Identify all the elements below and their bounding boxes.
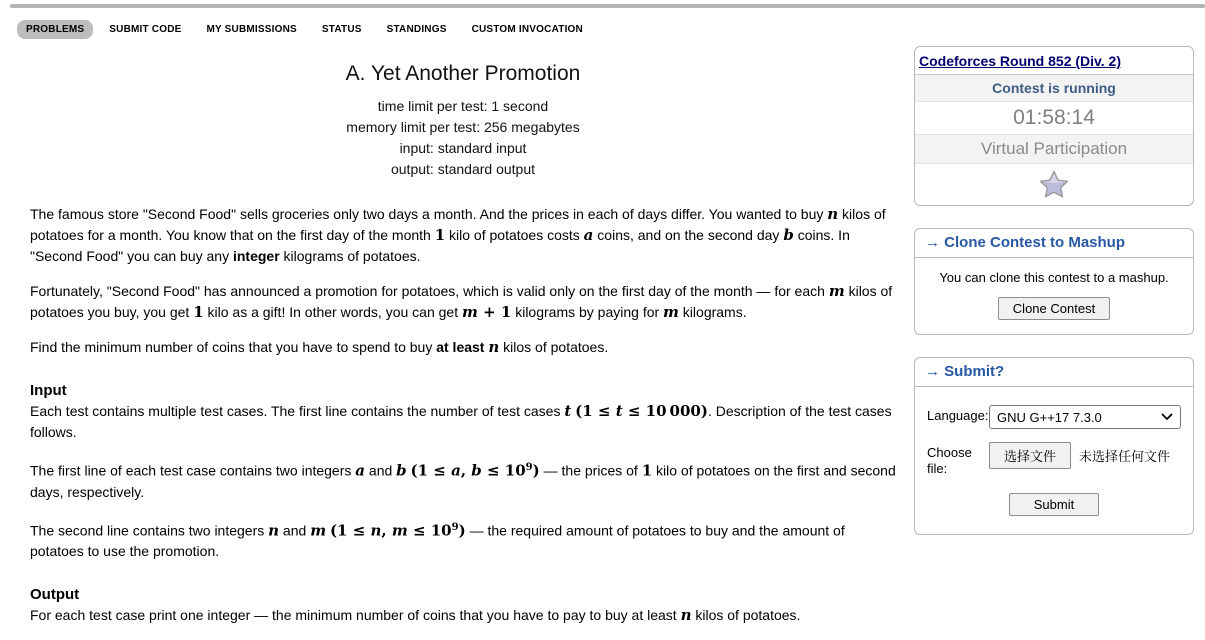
tab-custom-invocation[interactable]: CUSTOM INVOCATION	[471, 24, 583, 35]
problem-header	[30, 62, 896, 180]
contest-info-box	[914, 46, 1194, 206]
top-divider	[10, 4, 1205, 8]
submit-box-body	[915, 387, 1193, 534]
language-row	[927, 405, 1181, 429]
tab-status[interactable]: STATUS	[321, 24, 362, 35]
memory-limit: memory limit per test: 256 megabytes	[346, 119, 580, 135]
submit-box-caption: → Submit?	[915, 358, 1193, 387]
submit-box	[914, 357, 1194, 535]
clone-contest-box	[914, 228, 1194, 335]
clone-box-caption: → Clone Contest to Mashup	[915, 229, 1193, 258]
input-section-heading: Input	[30, 382, 67, 399]
language-select[interactable]	[989, 405, 1181, 429]
contest-status: Contest is running	[915, 75, 1193, 102]
time-limit: time limit per test: 1 second	[377, 98, 549, 114]
choose-file-button[interactable]: 选择文件	[989, 442, 1071, 469]
problem-title: A. Yet Another Promotion	[345, 62, 581, 85]
contest-tab-bar	[17, 20, 599, 39]
output-spec: output: standard output	[390, 161, 535, 177]
input-paragraph: Each test contains multiple test cases. The first line contains the number of test cases t (1 ≤ t ≤ 10 000). Description of the test cases follows.	[30, 402, 892, 440]
tab-standings[interactable]: STANDINGS	[386, 24, 447, 35]
language-selected-value: GNU G++17 7.3.0	[997, 409, 1102, 425]
language-label: Language:	[927, 408, 989, 423]
clone-contest-button[interactable]: Clone Contest	[998, 297, 1110, 320]
statement-paragraph: The famous store "Second Food" sells groceries only two days a month. And the prices in each of days differ. You wanted to buy n kilos of potatoes for a month. You know that on the first day of the month 1 kilo of potatoes costs a coins, and on the second day b coins. In "Second Food" you can buy any integer kilograms of potatoes.	[30, 205, 886, 264]
chevron-down-icon	[1161, 413, 1173, 421]
file-status-text: 未选择任何文件	[1079, 449, 1171, 464]
file-input	[989, 442, 1170, 469]
virtual-participation-label: Virtual Participation	[915, 135, 1193, 164]
tab-my-submissions[interactable]: MY SUBMISSIONS	[206, 24, 297, 35]
statement-body	[30, 204, 896, 626]
tab-submit-code[interactable]: SUBMIT CODE	[109, 24, 182, 35]
submit-row	[927, 493, 1181, 516]
choose-file-row	[927, 442, 1181, 477]
clone-box-body	[915, 258, 1193, 334]
tab-problems[interactable]: PROBLEMS	[17, 20, 93, 39]
statement-paragraph: Find the minimum number of coins that you have to spend to buy at least n kilos of potatoes.	[30, 338, 609, 356]
favorite-star-row	[915, 164, 1193, 205]
output-section-heading: Output	[30, 586, 80, 604]
output-paragraph: For each test case print one integer — the minimum number of coins that you have to pay to buy at least n kilos of potatoes.	[30, 606, 801, 625]
input-spec: input: standard input	[399, 140, 527, 156]
clone-box-text: You can clone this contest to a mashup.	[939, 270, 1169, 285]
contest-title-link[interactable]: Codeforces Round 852 (Div. 2)	[915, 47, 1193, 75]
input-paragraph: The first line of each test case contains two integers a and b (1 ≤ a, $b \le 10^9$) — the prices of 1 kilo of potatoes on the first and second days, respectively.	[30, 461, 896, 500]
submit-button[interactable]: Submit	[1009, 493, 1099, 516]
choose-file-label: Choose file:	[927, 445, 972, 476]
star-icon[interactable]	[1039, 170, 1069, 198]
statement-paragraph: Fortunately, "Second Food" has announced a promotion for potatoes, which is valid only on the first day of the month — for each m kilos of potatoes you buy, you get 1 kilo as a gift! In other words, you can get m + 1 kilograms by paying for m kilograms.	[30, 282, 893, 321]
contest-timer: 01:58:14	[915, 102, 1193, 135]
sidebar	[914, 46, 1194, 557]
input-paragraph: The second line contains two integers n and m (1 ≤ n, $m \le 10^9$) — the required amount of potatoes to buy and the amount of potatoes to use the promotion.	[30, 521, 845, 560]
problem-statement-panel	[30, 40, 896, 640]
